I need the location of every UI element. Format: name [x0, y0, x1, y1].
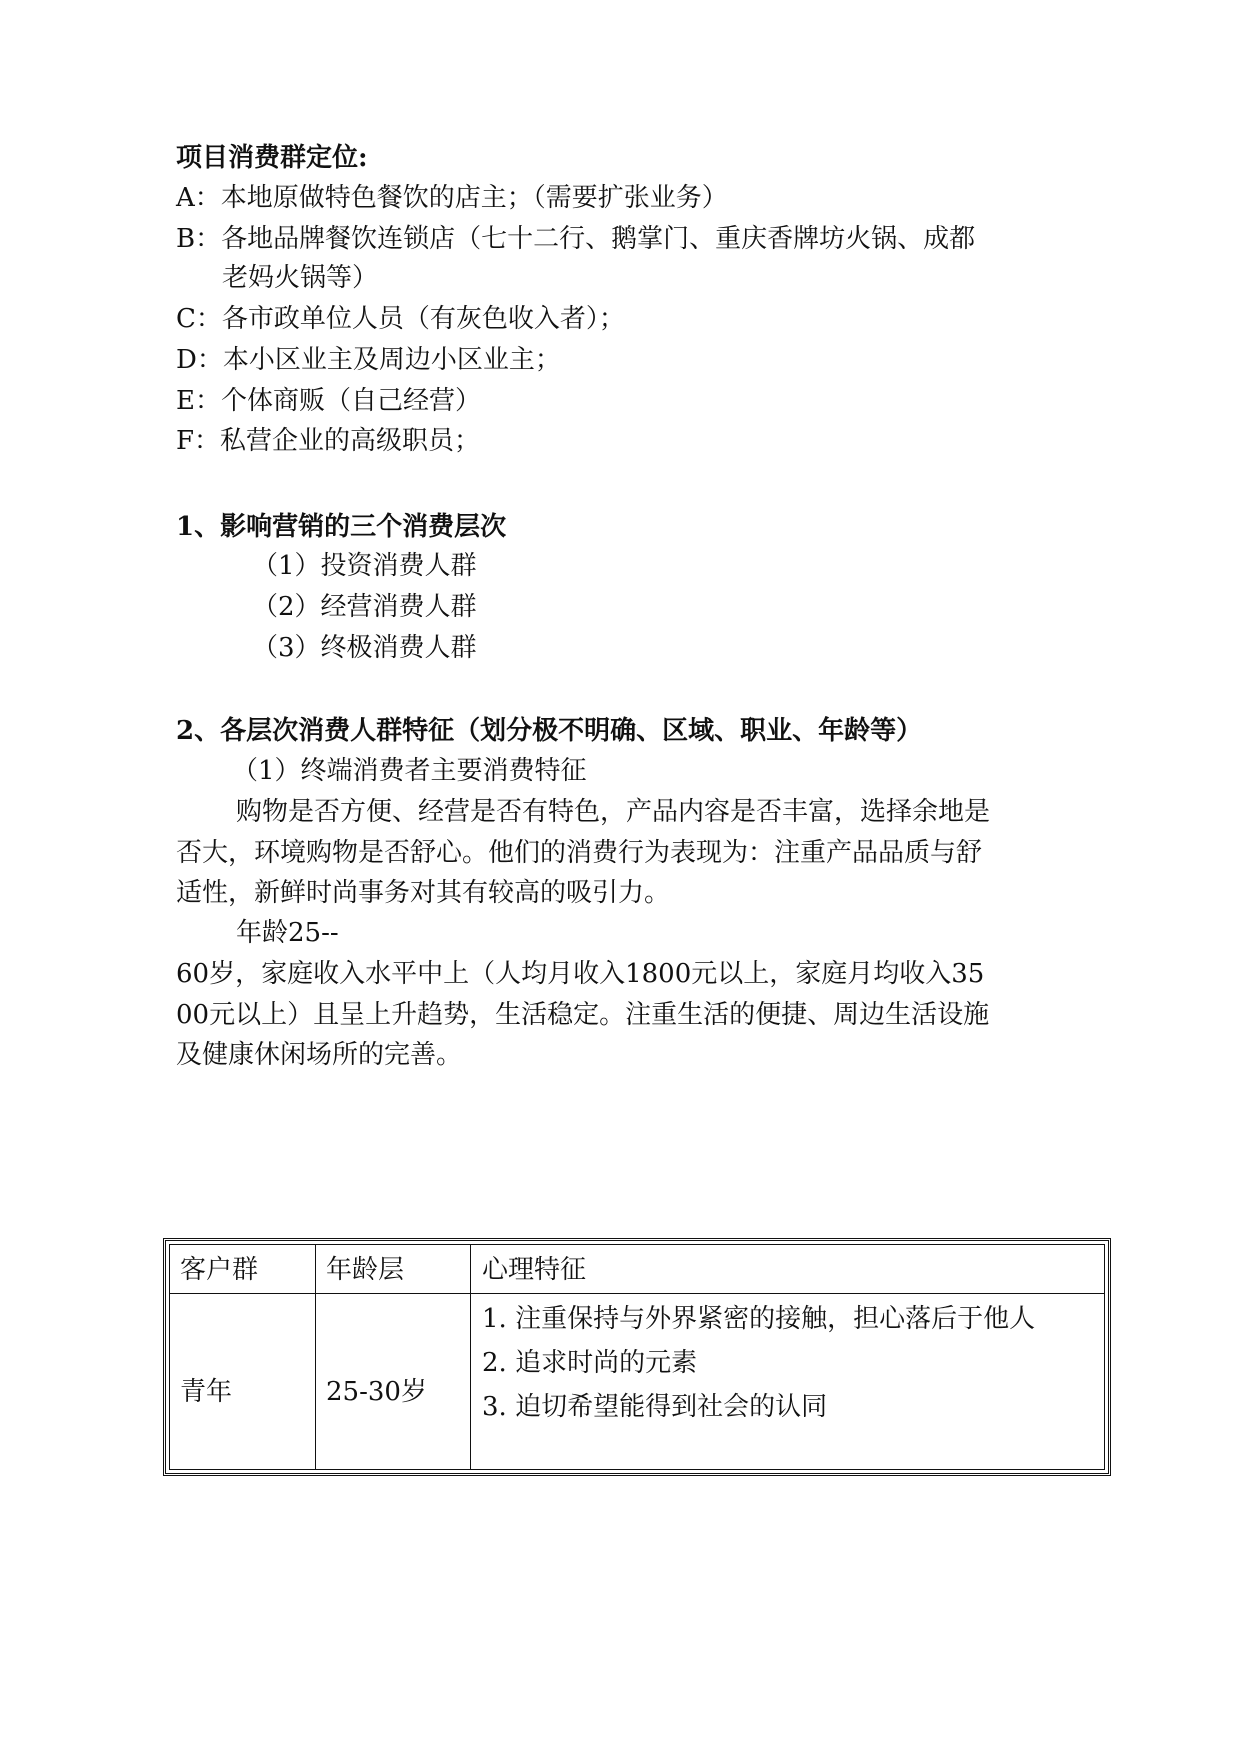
page-heading: 项目消费群定位:: [176, 143, 368, 173]
paragraph2-line-4: 及健康休闲场所的完善。: [176, 1040, 463, 1070]
section1-item-1: （1）投资消费人群: [252, 551, 477, 581]
group-a: A：本地原做特色餐饮的店主；（需要扩张业务）: [176, 183, 728, 213]
paragraph2-line-2: 60岁，家庭收入水平中上（人均月收入1800元以上，家庭月均收入35: [176, 959, 985, 989]
section2-subtitle: （1）终端消费者主要消费特征: [232, 756, 587, 786]
paragraph1-line-1: 购物是否方便、经营是否有特色，产品内容是否丰富，选择余地是: [236, 797, 991, 827]
table-header-traits: 心理特征: [482, 1255, 587, 1285]
group-e: E：个体商贩（自己经营）: [176, 386, 481, 416]
table-cell-trait-1: 1. 注重保持与外界紧密的接触，担心落后于他人: [482, 1304, 1036, 1334]
group-d: D：本小区业主及周边小区业主；: [176, 345, 561, 375]
paragraph1-line-3: 适性，新鲜时尚事务对其有较高的吸引力。: [176, 878, 671, 908]
group-b: B：各地品牌餐饮连锁店（七十二行、鹅掌门、重庆香牌坊火锅、成都: [176, 224, 976, 254]
paragraph1-line-2: 否大，环境购物是否舒心。他们的消费行为表现为：注重产品品质与舒: [176, 838, 983, 868]
table-cell-age: 25-30岁: [326, 1377, 427, 1407]
table-header-age: 年龄层: [326, 1255, 405, 1285]
table-cell-group: 青年: [180, 1377, 233, 1407]
group-c: C：各市政单位人员（有灰色收入者）；: [176, 304, 625, 334]
section1-item-2: （2）经营消费人群: [252, 592, 477, 622]
group-b-continuation: 老妈火锅等）: [222, 263, 379, 293]
table-grid: [169, 1244, 1105, 1470]
table-cell-trait-2: 2. 追求时尚的元素: [482, 1348, 698, 1378]
table-header-group: 客户群: [180, 1255, 259, 1285]
section1-item-3: （3）终极消费人群: [252, 633, 477, 663]
table-col-divider-1: [315, 1245, 316, 1469]
paragraph2-line-1: 年龄25--: [236, 918, 339, 948]
customer-table: [163, 1238, 1111, 1476]
paragraph2-line-3: 00元以上）且呈上升趋势，生活稳定。注重生活的便捷、周边生活设施: [176, 1000, 990, 1030]
section1-title: 1、影响营销的三个消费层次: [176, 512, 507, 542]
section2-title: 2、各层次消费人群特征（划分极不明确、区域、职业、年龄等）: [176, 716, 923, 746]
group-f: F：私营企业的高级职员；: [176, 426, 481, 456]
table-header-divider: [170, 1293, 1104, 1294]
table-col-divider-2: [470, 1245, 471, 1469]
table-cell-trait-3: 3. 迫切希望能得到社会的认同: [482, 1392, 828, 1422]
